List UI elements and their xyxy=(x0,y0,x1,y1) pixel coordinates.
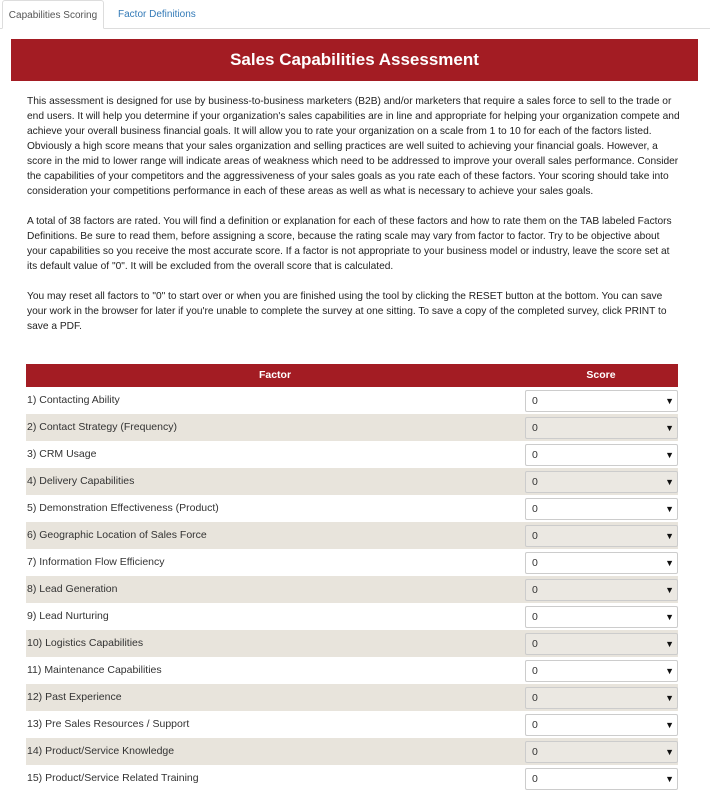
intro-text xyxy=(27,94,682,349)
factor-table xyxy=(26,364,678,792)
header-score: Score xyxy=(586,369,616,381)
score-value: 0 xyxy=(532,476,538,488)
dropdown-arrow-icon: ▼ xyxy=(665,531,674,541)
table-row xyxy=(26,441,678,468)
dropdown-arrow-icon: ▼ xyxy=(665,720,674,730)
score-select[interactable] xyxy=(525,579,678,601)
factor-label: 13) Pre Sales Resources / Support xyxy=(27,718,190,730)
score-value: 0 xyxy=(532,665,538,677)
table-row xyxy=(26,576,678,603)
table-row xyxy=(26,657,678,684)
dropdown-arrow-icon: ▼ xyxy=(665,504,674,514)
factor-label: 5) Demonstration Effectiveness (Product) xyxy=(27,502,219,514)
factor-label: 12) Past Experience xyxy=(27,691,122,703)
score-select[interactable] xyxy=(525,444,678,466)
table-body xyxy=(26,387,678,792)
dropdown-arrow-icon: ▼ xyxy=(665,639,674,649)
dropdown-arrow-icon: ▼ xyxy=(665,666,674,676)
tab-factor-definitions[interactable]: Factor Definitions xyxy=(118,9,196,20)
table-row xyxy=(26,603,678,630)
score-select[interactable] xyxy=(525,768,678,790)
score-select[interactable] xyxy=(525,498,678,520)
table-header xyxy=(26,364,678,387)
factor-label: 15) Product/Service Related Training xyxy=(27,772,199,784)
score-select[interactable] xyxy=(525,417,678,439)
tab-bar xyxy=(0,0,710,29)
score-select[interactable] xyxy=(525,687,678,709)
table-row xyxy=(26,711,678,738)
factor-label: 14) Product/Service Knowledge xyxy=(27,745,175,757)
score-value: 0 xyxy=(532,746,538,758)
score-value: 0 xyxy=(532,422,538,434)
intro-paragraph-1: This assessment is designed for use by business-to-business marketers (B2B) and/or marketers that require a sales force to sell to the trade or end users. It will help you determine if your organization's sales capabilities are in line and appropriate for helping your organization compete and achieve your overall business financial goals. It will allow you to rate your organization on a scale from 1 to 10 for each of the factors listed. Obviously a high score means that your sales organization and selling practices are well suited to achieving your financial goals. However, a score in the mid to lower range will indicate areas of weakness which need to be addressed to improve your overall sales performance. Consider the capabilities of your competitors and the aggressiveness of your sales goals as you rate each of these factors. Your scoring should take into consideration your competitions performance in each of these areas as well as what is necessary to achieve your sales goals. xyxy=(27,96,680,197)
score-select[interactable] xyxy=(525,714,678,736)
factor-label: 3) CRM Usage xyxy=(27,448,97,460)
header-factor: Factor xyxy=(258,369,292,381)
dropdown-arrow-icon: ▼ xyxy=(665,477,674,487)
factor-label: 9) Lead Nurturing xyxy=(27,610,109,622)
score-value: 0 xyxy=(532,719,538,731)
factor-label: 8) Lead Generation xyxy=(27,583,118,595)
dropdown-arrow-icon: ▼ xyxy=(665,558,674,568)
factor-label: 4) Delivery Capabilities xyxy=(27,475,135,487)
tab-capabilities-scoring[interactable]: Capabilities Scoring xyxy=(2,0,104,29)
dropdown-arrow-icon: ▼ xyxy=(665,747,674,757)
dropdown-arrow-icon: ▼ xyxy=(665,612,674,622)
table-row xyxy=(26,738,678,765)
dropdown-arrow-icon: ▼ xyxy=(665,774,674,784)
page-title: Sales Capabilities Assessment xyxy=(11,39,698,81)
table-row xyxy=(26,630,678,657)
score-value: 0 xyxy=(532,773,538,785)
score-value: 0 xyxy=(532,557,538,569)
factor-label: 2) Contact Strategy (Frequency) xyxy=(27,421,177,433)
intro-paragraph-2: A total of 38 factors are rated. You will find a definition or explanation for each of these factors and how to rate them on the TAB labeled Factors Definitions. Be sure to read them, before assigning a score, because the rating scale may vary from factor to factor. Try to be objective about your capabilities so you receive the most accurate score. If a factor is not appropriate to your business model or industry, leave the score set at its default value of "0". It will be excluded from the overall score that is calculated. xyxy=(27,216,672,272)
score-value: 0 xyxy=(532,692,538,704)
score-value: 0 xyxy=(532,530,538,542)
factor-label: 6) Geographic Location of Sales Force xyxy=(27,529,207,541)
score-select[interactable] xyxy=(525,525,678,547)
table-row xyxy=(26,495,678,522)
score-value: 0 xyxy=(532,503,538,515)
intro-paragraph-3: You may reset all factors to "0" to start over or when you are finished using the tool by clicking the RESET button at the bottom. You can save your work in the browser for later if you're unable to complete the survey at one sitting. To save a copy of the completed survey, click PRINT to save a PDF. xyxy=(27,291,667,332)
factor-label: 10) Logistics Capabilities xyxy=(27,637,144,649)
dropdown-arrow-icon: ▼ xyxy=(665,585,674,595)
score-value: 0 xyxy=(532,395,538,407)
score-value: 0 xyxy=(532,638,538,650)
score-value: 0 xyxy=(532,449,538,461)
score-select[interactable] xyxy=(525,552,678,574)
table-row xyxy=(26,549,678,576)
score-select[interactable] xyxy=(525,633,678,655)
table-row xyxy=(26,684,678,711)
dropdown-arrow-icon: ▼ xyxy=(665,450,674,460)
score-select[interactable] xyxy=(525,471,678,493)
table-row xyxy=(26,522,678,549)
factor-label: 11) Maintenance Capabilities xyxy=(27,664,162,676)
table-row xyxy=(26,414,678,441)
score-select[interactable] xyxy=(525,390,678,412)
score-value: 0 xyxy=(532,611,538,623)
score-select[interactable] xyxy=(525,660,678,682)
score-select[interactable] xyxy=(525,606,678,628)
score-value: 0 xyxy=(532,584,538,596)
score-select[interactable] xyxy=(525,741,678,763)
factor-label: 7) Information Flow Efficiency xyxy=(27,556,165,568)
table-row xyxy=(26,468,678,495)
dropdown-arrow-icon: ▼ xyxy=(665,693,674,703)
table-row xyxy=(26,387,678,414)
dropdown-arrow-icon: ▼ xyxy=(665,423,674,433)
table-row xyxy=(26,765,678,792)
factor-label: 1) Contacting Ability xyxy=(27,394,120,406)
dropdown-arrow-icon: ▼ xyxy=(665,396,674,406)
